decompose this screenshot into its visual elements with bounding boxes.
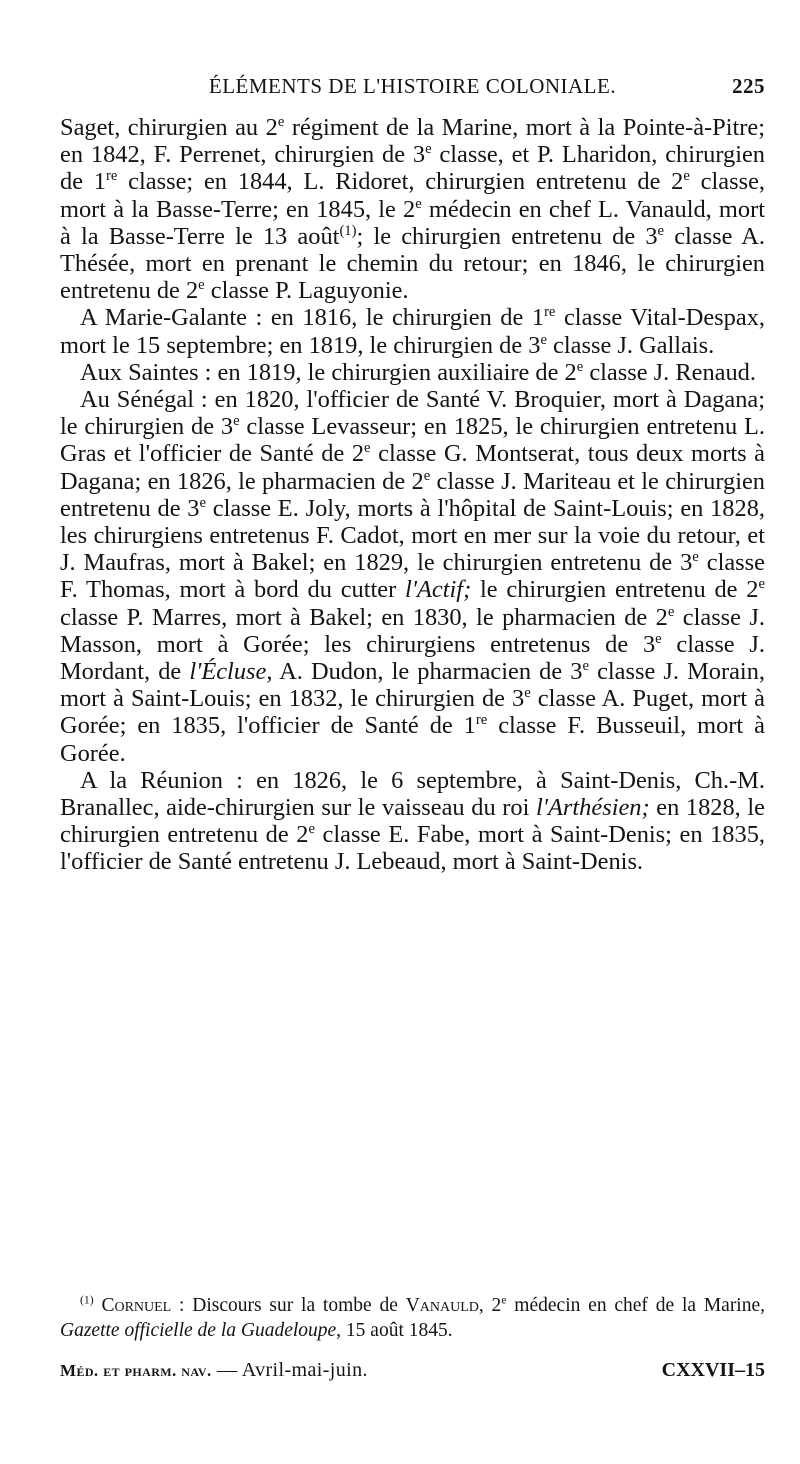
italic-text: l'Arthésien; xyxy=(536,794,650,822)
text-run: classe G. Montserat, tous deux morts à Dagana; en 1826, le pharmacien de 2 xyxy=(60,440,765,495)
text-run: régiment de la Marine, mort à la Pointe-à-Pitre; en 1842, F. Perrenet, chirurgien de 3 xyxy=(60,114,765,169)
text-run: classe F. Thomas, mort à bord du cutter xyxy=(60,549,765,604)
superscript: re xyxy=(106,168,118,185)
italic-text: l'Écluse, xyxy=(189,658,273,686)
text-run: en 1828, le chirurgien entretenu de 2 xyxy=(60,794,765,849)
footer-signature: CXXVII–15 xyxy=(661,1359,765,1381)
text-run: classe P. Marres, mort à Bakel; en 1830, le pharmacien de 2 xyxy=(60,603,668,631)
superscript: e xyxy=(667,603,675,620)
text-run: classe, et P. Lharidon, chirurgien de 1 xyxy=(60,141,765,196)
page-footer xyxy=(60,1359,765,1387)
text-run: : Discours sur la tombe de xyxy=(171,1295,406,1316)
superscript: re xyxy=(475,712,488,729)
paragraph xyxy=(60,359,765,386)
superscript: e xyxy=(308,821,315,838)
text-run: classe J. Gallais. xyxy=(546,331,715,359)
text-run: Saget, chirurgien au 2 xyxy=(60,114,278,141)
footer-journal: Méd. et pharm. nav. xyxy=(60,1361,212,1380)
superscript: e xyxy=(199,494,207,511)
italic-text: l'Actif; xyxy=(405,576,472,604)
text-run: le chirurgien entretenu de 2 xyxy=(471,576,759,604)
superscript: e xyxy=(657,222,665,239)
text-run: A Marie-Galante : en 1816, le chirurgien de 1 xyxy=(80,304,545,332)
text-run: 15 août 1845. xyxy=(341,1320,453,1341)
text-run: classe Vital-Despax, mort le 15 septembre; en 1819, le chirurgien de 3 xyxy=(60,304,765,359)
superscript: e xyxy=(415,195,422,212)
footer-dash: — xyxy=(211,1359,242,1381)
superscript: e xyxy=(758,576,765,593)
text-run: médecin en chef L. Vanauld, mort à la Basse-Terre le 13 août xyxy=(60,195,765,250)
text-run: classe; en 1844, L. Ridoret, chirurgien entretenu de 2 xyxy=(117,168,684,196)
text-run: classe A. Thésée, mort en prenant le chemin du retour; en 1846, le chirurgien entretenu de 2 xyxy=(60,222,765,305)
text-run: classe J. Renaud. xyxy=(583,358,756,386)
text-run: classe J. Mariteau et le chirurgien entretenu de 3 xyxy=(60,467,765,522)
superscript: e xyxy=(540,331,547,348)
author-name: Vanauld xyxy=(405,1295,479,1316)
text-run: classe, mort à la Basse-Terre; en 1845, le 2 xyxy=(60,168,765,223)
body-text xyxy=(60,114,765,876)
text-run: A. Dudon, le pharmacien de 3 xyxy=(272,658,583,686)
superscript: e xyxy=(277,113,285,130)
superscript: e xyxy=(423,467,431,484)
running-head xyxy=(60,74,765,104)
text-run: médecin en chef de la Marine, xyxy=(506,1295,766,1316)
superscript: e xyxy=(364,440,371,457)
footer-journal-line xyxy=(60,1359,368,1382)
text-run: classe E. Fabe, mort à Saint-Denis; en 1835, l'officier de Santé entretenu J. Lebeaud, mort à Saint-Denis. xyxy=(60,821,765,876)
page-number: 225 xyxy=(732,74,765,98)
superscript: e xyxy=(655,630,662,647)
text-run: Aux Saintes : en 1819, le chirurgien auxiliaire de 2 xyxy=(80,358,577,386)
text-run: classe Levasseur; en 1825, le chirurgien entretenu L. Gras et l'officier de Santé de 2 xyxy=(60,413,765,468)
superscript: e xyxy=(692,549,699,566)
text-run: classe P. Laguyonie. xyxy=(204,277,409,305)
author-name: Cornuel xyxy=(101,1295,172,1316)
paragraph xyxy=(60,304,765,358)
superscript: (1) xyxy=(339,222,357,239)
superscript: e xyxy=(501,1293,507,1307)
superscript: (1) xyxy=(80,1293,94,1307)
footnote xyxy=(60,1293,765,1343)
text-run: ; le chirurgien entretenu de 3 xyxy=(356,222,658,250)
paragraph xyxy=(60,114,765,304)
page xyxy=(60,0,765,1464)
text-run: classe J. Mordant, de xyxy=(60,630,765,686)
paragraph xyxy=(60,386,765,767)
text-run: , 2 xyxy=(478,1295,502,1316)
running-title: ÉLÉMENTS DE L'HISTOIRE COLONIALE. xyxy=(208,74,617,98)
superscript: e xyxy=(233,413,240,430)
superscript: re xyxy=(544,304,556,321)
text-run: classe J. Morain, mort à Saint-Louis; en 1832, le chirurgien de 3 xyxy=(60,658,765,713)
text-run: classe E. Joly, morts à l'hôpital de Saint-Louis; en 1828, les chirurgiens entretenus F. Cadot, mort en mer sur la voie du retour, et J. Maufras, mort à Bakel; en 1829, le chirurgien entretenu de 3 xyxy=(60,494,765,577)
superscript: e xyxy=(198,277,205,294)
superscript: e xyxy=(582,657,589,674)
paragraph xyxy=(60,767,765,876)
superscript: e xyxy=(576,358,584,375)
text-run: Au Sénégal : en 1820, l'officier de Santé V. Broquier, mort à Dagana; le chirurgien de 3 xyxy=(60,386,765,441)
text-run: classe J. Masson, mort à Gorée; les chirurgiens entretenus de 3 xyxy=(60,603,765,658)
superscript: e xyxy=(683,168,690,185)
text-run: classe A. Puget, mort à Gorée; en 1835, l'officier de Santé de 1 xyxy=(60,685,766,740)
superscript: e xyxy=(425,141,432,158)
footer-issue: Avril-mai-juin. xyxy=(241,1359,368,1381)
text-run: A la Réunion : en 1826, le 6 septembre, à Saint-Denis, Ch.-M. Branallec, aide-chirurgien sur le vaisseau du roi xyxy=(60,766,765,822)
italic-text: Gazette officielle de la Guadeloupe, xyxy=(60,1320,342,1341)
superscript: e xyxy=(524,685,531,702)
text-run: classe F. Busseuil, mort à Gorée. xyxy=(60,712,765,767)
